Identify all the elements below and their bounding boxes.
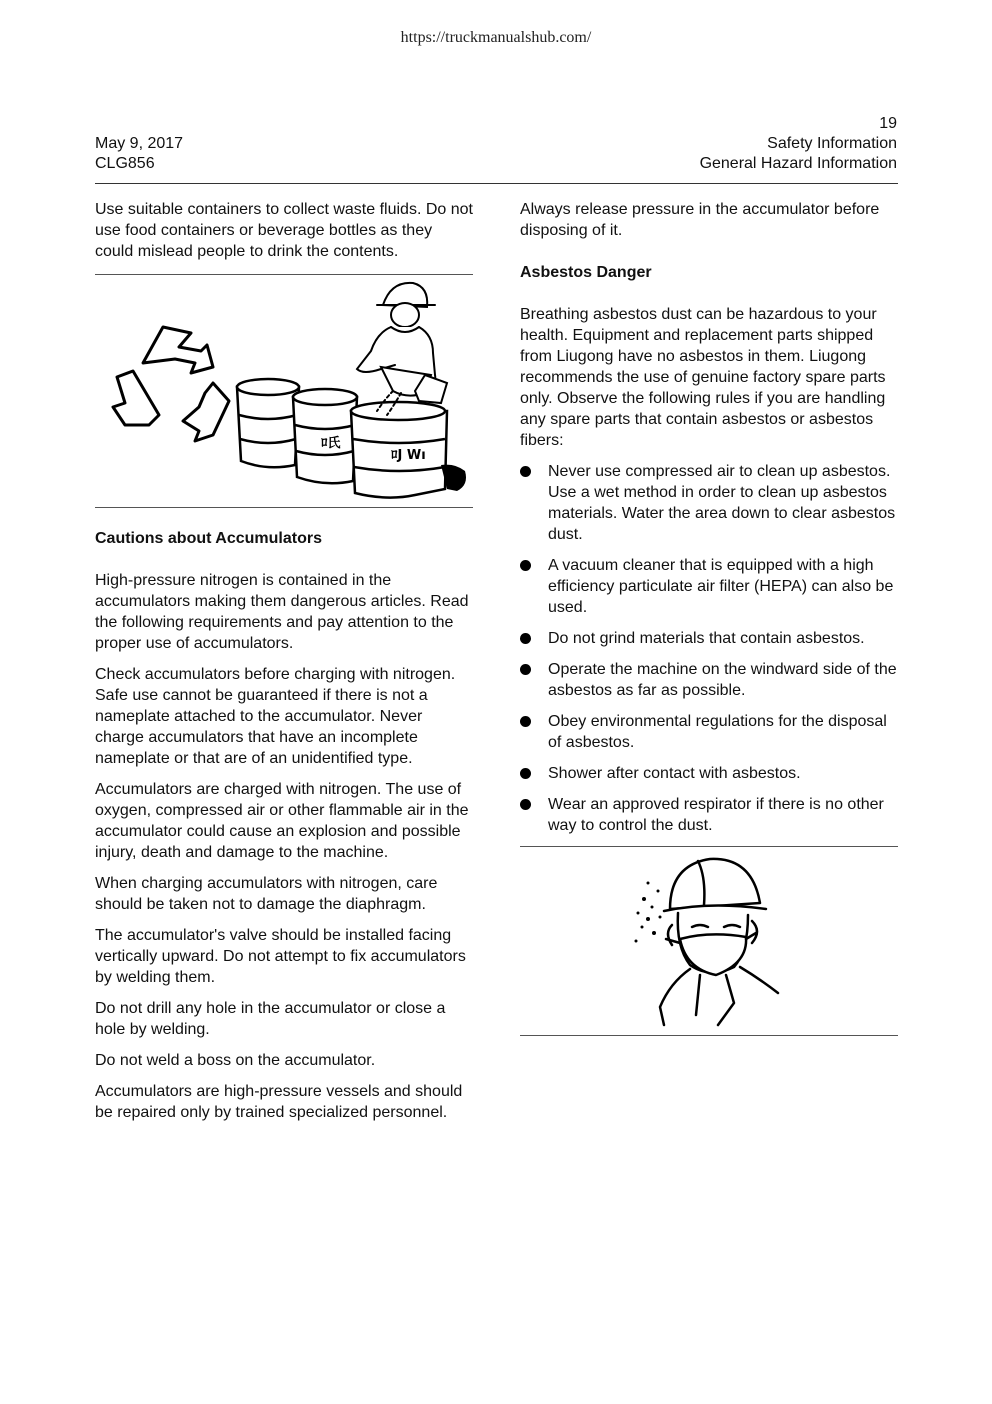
watermark-url: https://truckmanualshub.com/ <box>400 29 592 46</box>
release-pressure-paragraph: Always release pressure in the accumulator before disposing of it. <box>520 201 880 239</box>
bullet-icon <box>520 560 531 571</box>
list-item: A vacuum cleaner that is equipped with a high efficiency particulate air filter (HEPA) can also be used. <box>520 555 898 618</box>
list-item: Operate the machine on the windward side of the asbestos as far as possible. <box>520 659 898 701</box>
header-date: May 9, 2017 <box>95 135 184 152</box>
asbestos-heading: Asbestos Danger <box>520 264 652 281</box>
accumulator-paragraph-6: Do not drill any hole in the accumulator or close a hole by welding. <box>95 1000 446 1038</box>
worker-respirator-figure <box>520 847 898 1035</box>
right-column <box>520 199 898 1036</box>
svg-text:ﾛ氏: ﾛ氏 <box>321 436 341 451</box>
page-number: 19 <box>879 115 897 132</box>
left-column <box>95 199 473 1133</box>
list-item: Do not grind materials that contain asbestos. <box>520 628 898 649</box>
header-divider <box>95 183 898 184</box>
bullet-icon <box>520 633 531 644</box>
accumulator-paragraph-1: High-pressure nitrogen is contained in the accumulators making them dangerous articles. Read the following requirements and pay attention to the proper use of accumulators. <box>95 572 469 652</box>
asbestos-rules-list <box>520 461 898 836</box>
accumulators-heading: Cautions about Accumulators <box>95 530 322 547</box>
accumulator-paragraph-3: Accumulators are charged with nitrogen. The use of oxygen, compressed air or other flammable air in the accumulator could cause an explosion and possible injury, death and damage to the machine. <box>95 781 469 861</box>
bullet-icon <box>520 664 531 675</box>
recycling-illustration <box>95 275 473 507</box>
accumulator-paragraph-8: Accumulators are high-pressure vessels and should be repaired only by trained specialized personnel. <box>95 1083 463 1121</box>
header-left <box>95 134 183 174</box>
header-right <box>700 114 897 174</box>
accumulator-paragraph-4: When charging accumulators with nitrogen, care should be taken not to damage the diaphragm. <box>95 875 438 913</box>
respirator-figure-bottom-rule <box>520 1035 898 1036</box>
bullet-icon <box>520 716 531 727</box>
bullet-icon <box>520 466 531 477</box>
waste-fluids-paragraph: Use suitable containers to collect waste fluids. Do not use food containers or beverage bottles as they could mislead people to drink the contents. <box>95 201 473 260</box>
figure-bottom-rule <box>95 507 473 508</box>
bullet-icon <box>520 799 531 810</box>
header-section: Safety Information <box>767 135 897 152</box>
list-item: Wear an approved respirator if there is no other way to control the dust. <box>520 794 898 836</box>
respirator-illustration <box>520 847 898 1035</box>
header-subsection: General Hazard Information <box>699 155 897 172</box>
svg-text:ﾛJ Wı: ﾛJ Wı <box>391 448 426 463</box>
accumulator-paragraph-5: The accumulator's valve should be installed facing vertically upward. Do not attempt to fix accumulators by welding them. <box>95 927 466 986</box>
accumulator-paragraph-2: Check accumulators before charging with nitrogen. Safe use cannot be guaranteed if there is not a nameplate attached to the accumulator. Never charge accumulators that have an incomplete nameplate or that are of an unidentified type. <box>95 666 456 767</box>
accumulator-paragraph-7: Do not weld a boss on the accumulator. <box>95 1052 376 1069</box>
recycling-barrels-figure <box>95 275 473 507</box>
list-item: Shower after contact with asbestos. <box>520 763 898 784</box>
bullet-icon <box>520 768 531 779</box>
list-item: Obey environmental regulations for the disposal of asbestos. <box>520 711 898 753</box>
list-item: Never use compressed air to clean up asbestos. Use a wet method in order to clean up asbestos materials. Water the area down to clear asbestos dust. <box>520 461 898 545</box>
asbestos-intro-paragraph: Breathing asbestos dust can be hazardous to your health. Equipment and replacement parts shipped from Liugong have no asbestos in them. Liugong recommends the use of genuine factory spare parts only. Observe the following rules if you are handling any spare parts that contain asbestos or asbestos fibers: <box>520 306 886 449</box>
header-model: CLG856 <box>95 155 155 172</box>
